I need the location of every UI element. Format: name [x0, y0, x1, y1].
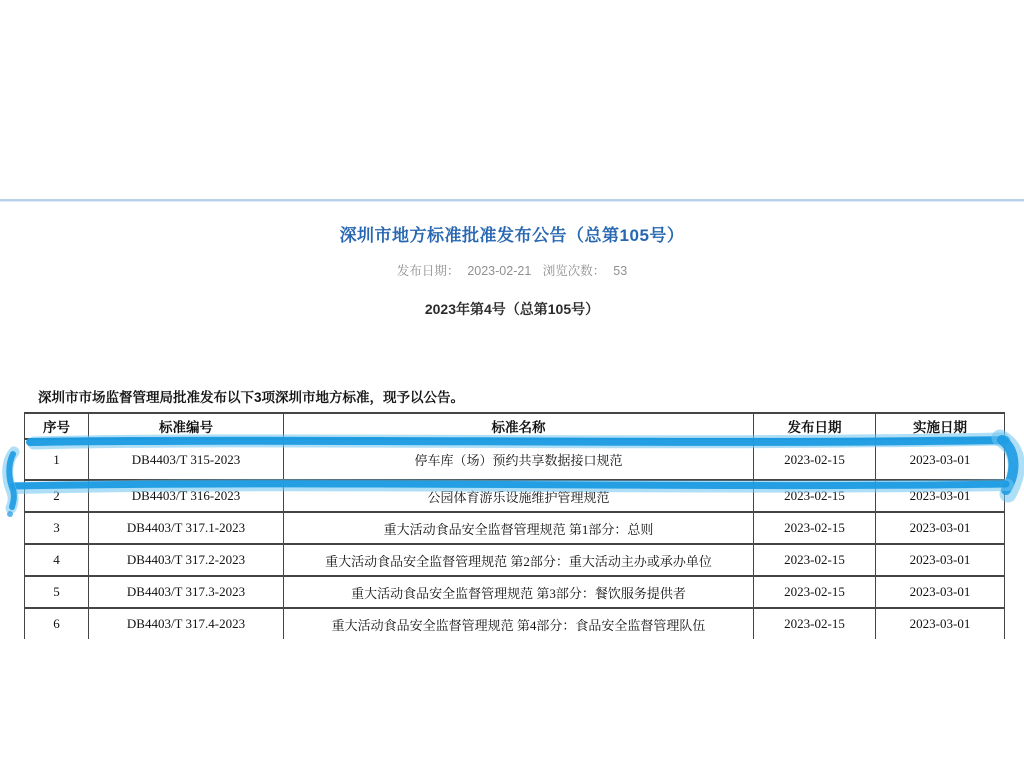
standards-table [24, 412, 1005, 639]
cell-standard-code: DB4403/T 316-2023 [89, 480, 284, 512]
table-header-row [25, 413, 1005, 439]
publish-date-label: 发布日期： [396, 264, 460, 278]
cell-index: 5 [25, 576, 89, 608]
cell-index: 2 [25, 480, 89, 512]
views-label: 浏览次数： [542, 264, 606, 278]
cell-standard-code: DB4403/T 317.1-2023 [89, 512, 284, 544]
intro-paragraph: 深圳市市场监督管理局批准发布以下3项深圳市地方标准，现予以公告。 [38, 390, 465, 405]
cell-effective-date: 2023-03-01 [876, 512, 1005, 544]
cell-standard-name: 重大活动食品安全监督管理规范 第3部分：餐饮服务提供者 [284, 576, 754, 608]
table-row [25, 512, 1005, 544]
document-number: 2023年第4号（总第105号） [424, 301, 600, 317]
cell-standard-code: DB4403/T 317.4-2023 [89, 608, 284, 639]
cell-index: 6 [25, 608, 89, 639]
cell-standard-name: 停车库（场）预约共享数据接口规范 [284, 439, 754, 480]
meta-line [0, 261, 1024, 279]
table-row [25, 480, 1005, 512]
table-row-highlighted [25, 439, 1005, 480]
views-value: 53 [613, 264, 628, 278]
cell-effective-date: 2023-03-01 [876, 439, 1005, 480]
cell-publish-date: 2023-02-15 [754, 608, 876, 639]
table-row [25, 544, 1005, 576]
cell-effective-date: 2023-03-01 [876, 480, 1005, 512]
cell-effective-date: 2023-03-01 [876, 544, 1005, 576]
column-header-index: 序号 [25, 413, 89, 439]
cell-standard-name: 公园体育游乐设施维护管理规范 [284, 480, 754, 512]
cell-standard-name: 重大活动食品安全监督管理规范 第4部分：食品安全监督管理队伍 [284, 608, 754, 639]
cell-effective-date: 2023-03-01 [876, 576, 1005, 608]
cell-index: 3 [25, 512, 89, 544]
cell-publish-date: 2023-02-15 [754, 544, 876, 576]
cell-publish-date: 2023-02-15 [754, 512, 876, 544]
cell-standard-code: DB4403/T 315-2023 [89, 439, 284, 480]
cell-publish-date: 2023-02-15 [754, 576, 876, 608]
cell-standard-code: DB4403/T 317.2-2023 [89, 544, 284, 576]
table-row [25, 576, 1005, 608]
cell-index: 1 [25, 439, 89, 480]
cell-effective-date: 2023-03-01 [876, 608, 1005, 639]
column-header-standard-name: 标准名称 [284, 413, 754, 439]
cell-publish-date: 2023-02-15 [754, 439, 876, 480]
cell-publish-date: 2023-02-15 [754, 480, 876, 512]
column-header-standard-code: 标准编号 [89, 413, 284, 439]
header-divider-line [0, 199, 1024, 202]
publish-date-value: 2023-02-21 [467, 264, 532, 278]
cell-index: 4 [25, 544, 89, 576]
column-header-effective-date: 实施日期 [876, 413, 1005, 439]
cell-standard-name: 重大活动食品安全监督管理规范 第2部分：重大活动主办或承办单位 [284, 544, 754, 576]
table-row [25, 608, 1005, 639]
page-title: 深圳市地方标准批准发布公告（总第105号） [339, 226, 685, 245]
cell-standard-code: DB4403/T 317.3-2023 [89, 576, 284, 608]
column-header-publish-date: 发布日期 [754, 413, 876, 439]
cell-standard-name: 重大活动食品安全监督管理规范 第1部分：总则 [284, 512, 754, 544]
